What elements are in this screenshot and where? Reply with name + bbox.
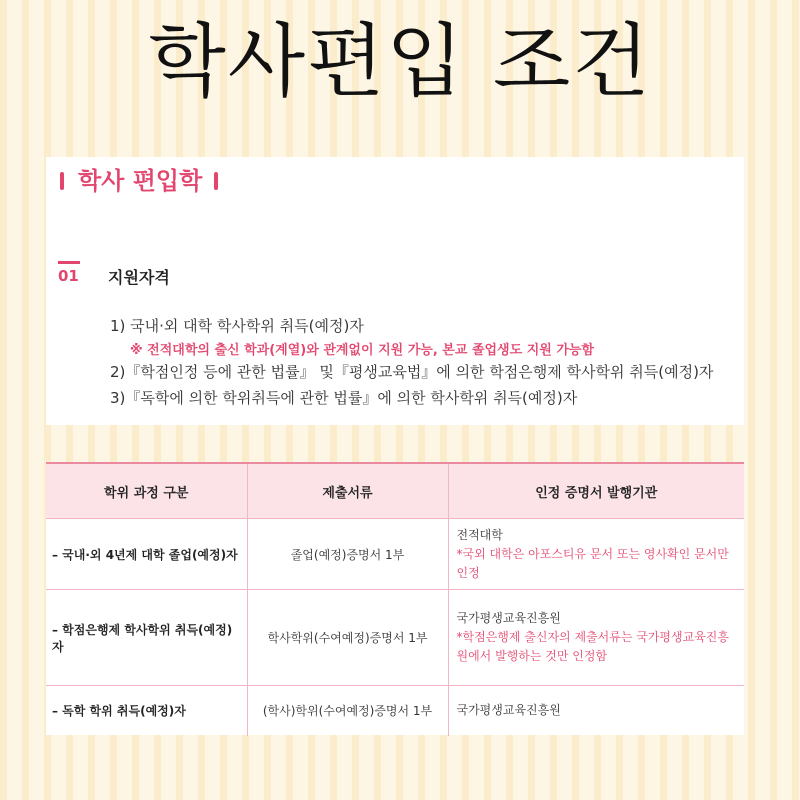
- subheading: 지원자격: [108, 268, 170, 287]
- row-issuer: 전적대학: [456, 527, 503, 542]
- heading-bar-right: [214, 172, 218, 190]
- row-issuer-cell: [448, 686, 744, 736]
- row-document: 학사학위(수여예정)증명서 1부: [247, 590, 448, 686]
- row-issuer-note: *국외 대학은 아포스티유 문서 또는 영사확인 문서만 인정: [456, 546, 729, 580]
- header-document: 제출서류: [247, 463, 448, 519]
- row-issuer-note: *학점은행제 출신자의 제출서류는 국가평생교육진흥원에서 발행하는 것만 인정함: [456, 630, 729, 663]
- row-issuer: 국가평생교육진흥원: [456, 703, 561, 718]
- qualification-note: ※ 전적대학의 출신 학과(계열)와 관계없이 지원 가능, 본교 졸업생도 지원 가능함: [130, 343, 595, 358]
- section-heading-text: 학사 편입학: [78, 167, 203, 195]
- section-number: [58, 261, 80, 285]
- documents-table: [46, 462, 744, 736]
- qualification-panel: [46, 157, 744, 425]
- table-row: [46, 519, 744, 590]
- section-number-line: [58, 261, 80, 264]
- qualification-item-2: 2)『학점인정 등에 관한 법률』 및『평생교육법』에 의한 학점은행제 학사학위 취득(예정)자: [110, 363, 714, 381]
- table-header-row: [46, 463, 744, 519]
- table-row: [46, 590, 744, 686]
- row-issuer: 국가평생교육진흥원: [456, 611, 561, 625]
- table-row: [46, 686, 744, 736]
- header-category: 학위 과정 구분: [46, 463, 247, 519]
- section-number-text: 01: [58, 267, 79, 285]
- qualification-item-1: 1) 국내·외 대학 학사학위 취득(예정)자: [110, 317, 364, 335]
- documents-table-panel: [46, 462, 744, 735]
- page-title: 학사편입 조건: [148, 15, 652, 108]
- row-category: – 학점은행제 학사학위 취득(예정)자: [46, 590, 247, 686]
- row-document: (학사)학위(수여예정)증명서 1부: [247, 686, 448, 736]
- qualification-item-3: 3)『독학에 의한 학위취득에 관한 법률』에 의한 학사학위 취득(예정)자: [110, 389, 578, 407]
- heading-bar-left: [60, 172, 64, 190]
- row-document: 졸업(예정)증명서 1부: [247, 519, 448, 590]
- row-issuer-cell: [448, 519, 744, 590]
- section-heading: [60, 163, 218, 199]
- row-issuer-cell: [448, 590, 744, 686]
- header-issuer: 인정 증명서 발행기관: [448, 463, 744, 519]
- row-category: – 독학 학위 취득(예정)자: [46, 686, 247, 736]
- row-category: – 국내·외 4년제 대학 졸업(예정)자: [46, 519, 247, 590]
